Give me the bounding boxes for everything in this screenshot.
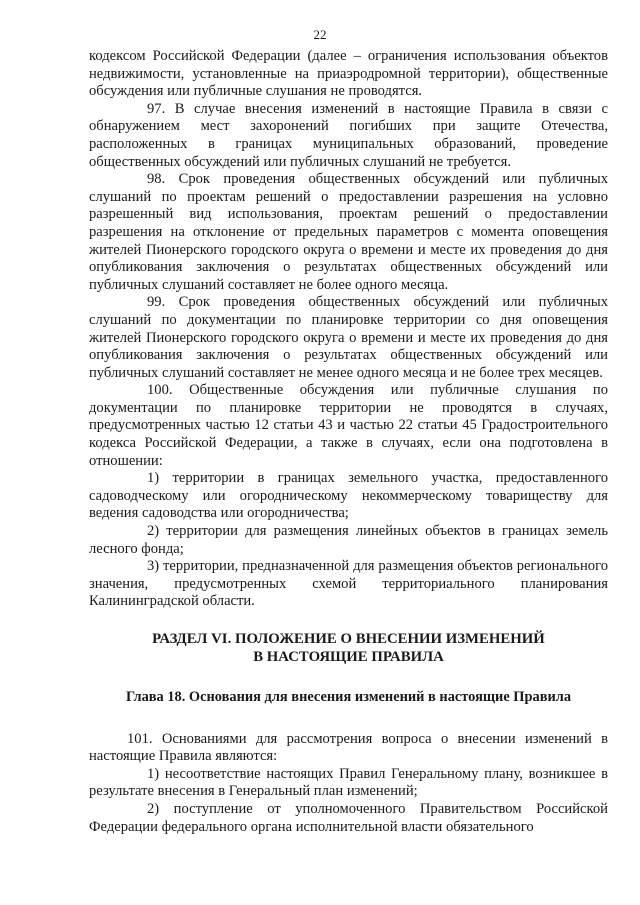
document-body (89, 48, 608, 836)
page-number: 22 (313, 27, 327, 42)
paragraph-100: 100. Общественные обсуждения или публичные слушания по документации по планировке территории не проводятся в случаях, предусмотренных частью 12 статьи 43 и частью 22 статьи 45 Градостроительного кодекса Российской Федерации, а также в случаях, если она подготовлена в отношении: (89, 382, 608, 469)
paragraph-97: 97. В случае внесения изменений в настоящие Правила в связи с обнаружением мест захоронений погибших при защите Отечества, расположенных в границах муниципальных образований, проведение общественных обсуждений или публичных слушаний не требуется. (89, 100, 608, 170)
section-heading-line-1: РАЗДЕЛ VI. ПОЛОЖЕНИЕ О ВНЕСЕНИИ ИЗМЕНЕНИЙ (152, 631, 545, 647)
list-item-1: 1) несоответствие настоящих Правил Генеральному плану, возникшее в результате внесения в Генеральный план изменений; (89, 765, 608, 800)
list-item-2: 2) поступление от уполномоченного Правительством Российской Федерации федерального органа исполнительной власти обязательного (89, 800, 608, 835)
chapter-heading: Глава 18. Основания для внесения изменений в настоящие Правила (125, 689, 572, 705)
list-item-3: 3) территории, предназначенной для размещения объектов регионального значения, предусмотренных схемой территориального планирования Калининградской области. (89, 558, 608, 610)
list-item-2: 2) территории для размещения линейных объектов в границах земель лесного фонда; (89, 523, 608, 557)
section-heading-line-2: В НАСТОЯЩИЕ ПРАВИЛА (253, 649, 444, 665)
paragraph-101: 101. Основаниями для рассмотрения вопроса о внесении изменений в настоящие Правила являются: (89, 730, 608, 765)
list-item-1: 1) территории в границах земельного участка, предоставленного садоводческому или огородническому некоммерческому товариществу для ведения садоводства или огородничества; (89, 470, 608, 522)
paragraph-99: 99. Срок проведения общественных обсуждений или публичных слушаний по документации по планировке территории со дня оповещения жителей Пионерского городского округа о времени и месте их проведения до дня опубликования заключения о результатах общественных обсуждений или публичных слушаний составляет не менее одного месяца и не более трех месяцев. (89, 294, 608, 381)
paragraph: кодексом Российской Федерации (далее – ограничения использования объектов недвижимости, установленные на приаэродромной территории), общественные обсуждения или публичные слушания не проводятся. (89, 48, 608, 100)
paragraph-98: 98. Срок проведения общественных обсуждений или публичных слушаний по проектам решений о предоставлении разрешения на условно разрешенный вид использования, проектам решений о предоставлении разрешения на отклонение от предельных параметров с момента оповещения жителей Пионерского городского округа о времени и месте их проведения до дня опубликования заключения о результатах общественных обсуждений или публичных слушаний составляет не более одного месяца. (89, 171, 608, 293)
section-heading (89, 630, 608, 666)
